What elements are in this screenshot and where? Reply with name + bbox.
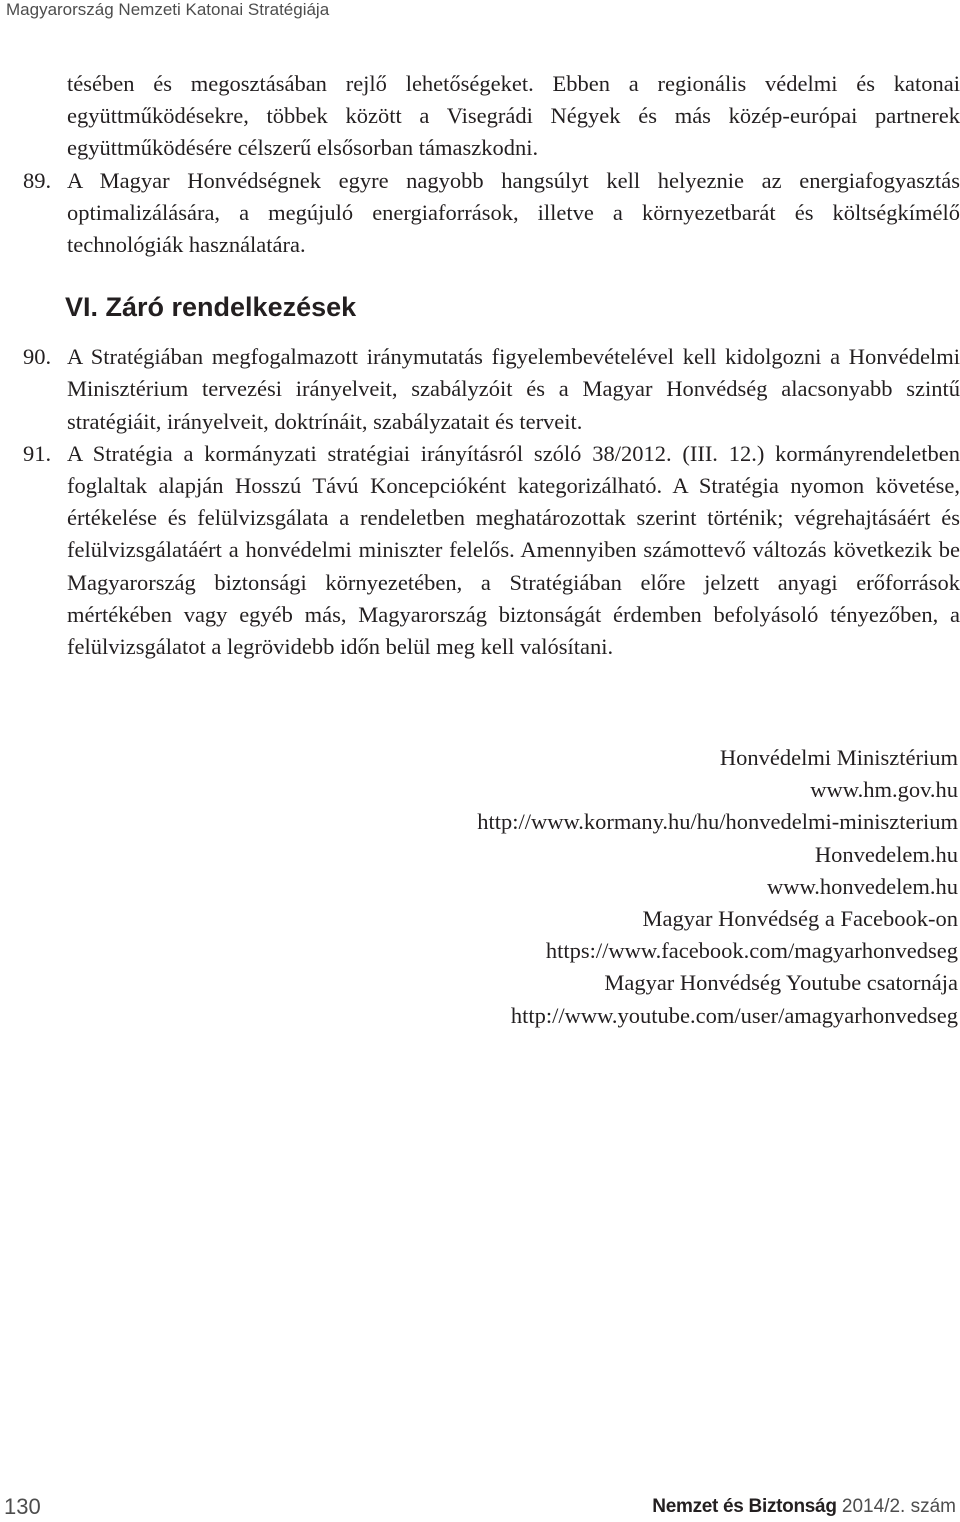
honvedelem-name: Honvedelem.hu bbox=[814, 841, 958, 867]
paragraph-text: A Stratégia a kormányzati stratégiai irányításról szóló 38/2012. (III. 12.) kormányrendeletben foglaltak alapján Hosszú Távú Koncepcióként kategorizálható. A Stratégia nyomon követése, értékelése és felülvizsgálata a rendeletben meghatározottak szerint történik; végrehajtásáért és felülvizsgálatáért a honvédelmi miniszter felelős. Amennyiben számottevő változás következik be Magyarország biztonsági környezetében, a Stratégiában előre jelzett anyagi erőforrások mértékében vagy egyéb más, Magyarország biztonságát érdemben befolyásoló tényezőben, a felülvizsgálatot a legrövidebb időn belül meg kell valósítani. bbox=[67, 440, 960, 660]
paragraph-number: 91. bbox=[23, 440, 52, 466]
section-heading: VI. Záró rendelkezések bbox=[65, 292, 357, 323]
honvedelem-website-link[interactable]: www.honvedelem.hu bbox=[767, 873, 958, 899]
journal-footer bbox=[652, 1496, 956, 1518]
running-header: Magyarország Nemzeti Katonai Stratégiája bbox=[6, 0, 330, 19]
journal-issue: 2014/2. szám bbox=[841, 1496, 956, 1517]
facebook-label: Magyar Honvédség a Facebook-on bbox=[642, 906, 958, 932]
document-body bbox=[23, 68, 960, 663]
numbered-paragraph-90 bbox=[23, 341, 960, 438]
ministry-name: Honvédelmi Minisztérium bbox=[719, 745, 958, 770]
contact-links-block bbox=[477, 742, 958, 1032]
youtube-label: Magyar Honvédség Youtube csatornája bbox=[604, 970, 958, 996]
paragraph-text: A Stratégiában megfogalmazott iránymutatás figyelembevételével kell kidolgozni a Honvédelmi Minisztérium tervezési irányelveit, szabályzóit és a Magyar Honvédség alacsonyabb szintű stratégiáit, irányelveit, doktrínáit, szabályzatait és terveit. bbox=[67, 344, 960, 434]
page-number: 130 bbox=[4, 1494, 41, 1519]
government-website-link[interactable]: http://www.kormany.hu/hu/honvedelmi-miniszterium bbox=[477, 809, 958, 835]
continuation-paragraph: tésében és megosztásában rejlő lehetőségeket. Ebben a regionális védelmi és katonai együttműködésekre, többek között a Visegrádi Négyek és más közép-európai partnerek együttműködésére célszerű elsősorban támaszkodni. bbox=[67, 71, 960, 161]
numbered-paragraph-89 bbox=[23, 165, 960, 262]
facebook-link[interactable]: https://www.facebook.com/magyarhonvedseg bbox=[545, 938, 958, 964]
youtube-link[interactable]: http://www.youtube.com/user/amagyarhonvedseg bbox=[510, 1002, 958, 1028]
ministry-website-link[interactable]: www.hm.gov.hu bbox=[810, 777, 958, 803]
journal-name: Nemzet és Biztonság bbox=[652, 1496, 837, 1517]
paragraph-text: A Magyar Honvédségnek egyre nagyobb hangsúlyt kell helyeznie az energiafogyasztás optimalizálására, a megújuló energiaforrások, illetve a környezetbarát és költségkímélő technológiák használatára. bbox=[67, 167, 960, 258]
paragraph-number: 89. bbox=[23, 167, 52, 193]
paragraph-number: 90. bbox=[23, 344, 52, 370]
numbered-paragraph-91 bbox=[23, 438, 960, 663]
